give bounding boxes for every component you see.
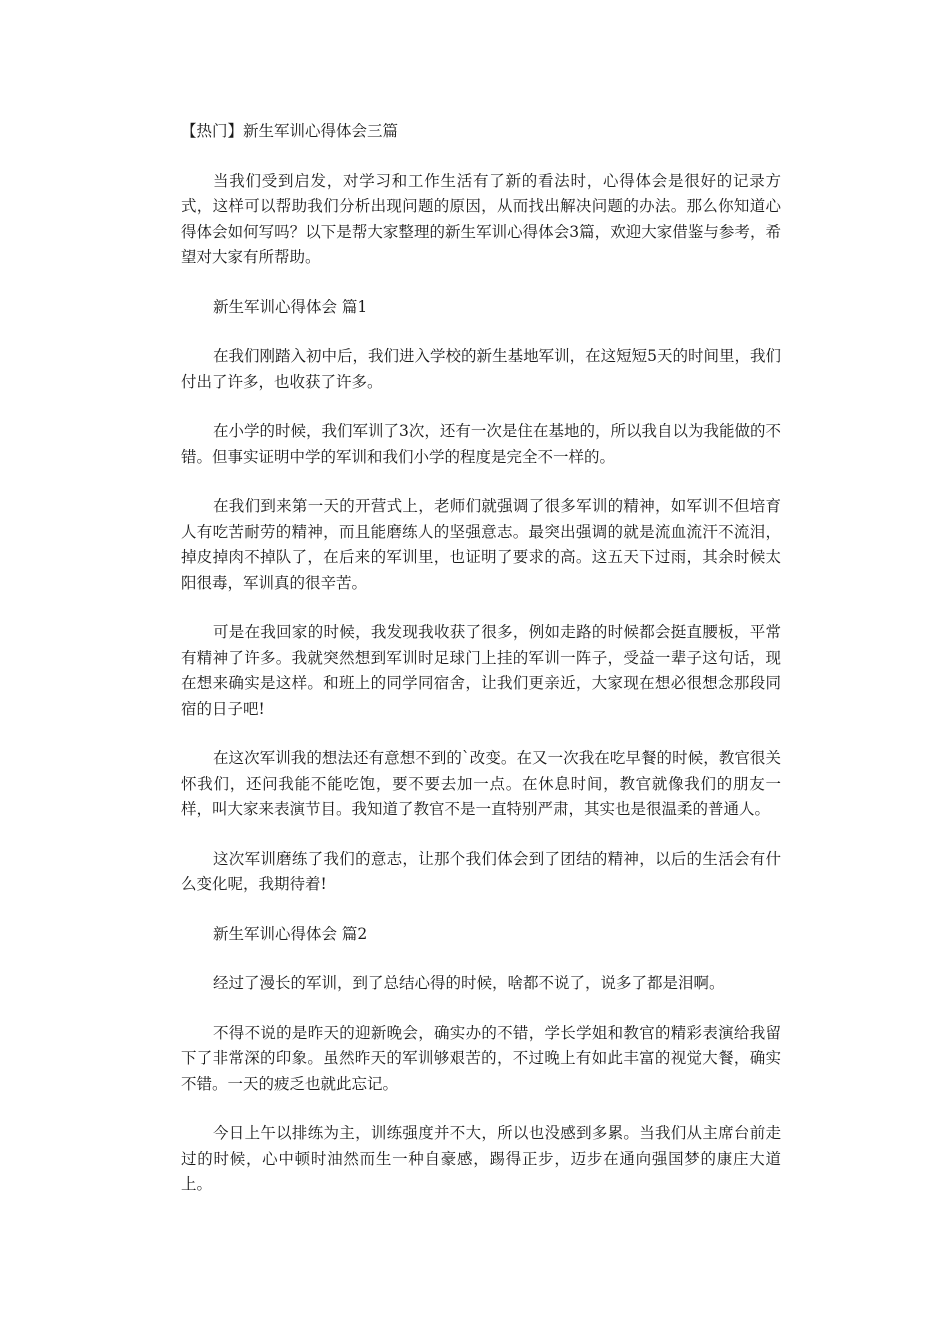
section-1-paragraph-4: 可是在我回家的时候，我发现我收获了很多，例如走路的时候都会挺直腰板，平常有精神了许多。我就突然想到军训时足球门上挂的军训一阵子，受益一辈子这句话，现在想来确实是这样。和班上的同学同宿舍，让我们更亲近，大家现在想必很想念那段同宿的日子吧!	[181, 623, 781, 718]
section-1-heading: 新生军训心得体会 篇1	[213, 297, 368, 316]
section-1-paragraph-1: 在我们刚踏入初中后，我们进入学校的新生基地军训，在这短短5天的时间里，我们付出了许多，也收获了许多。	[181, 347, 781, 391]
document-title: 【热门】新生军训心得体会三篇	[181, 122, 399, 140]
section-2-paragraph-3: 今日上午以排练为主，训练强度并不大，所以也没感到多累。当我们从主席台前走过的时候，心中顿时油然而生一种自豪感，踢得正步，迈步在通向强国梦的康庄大道上。	[181, 1124, 781, 1193]
document-page	[181, 119, 781, 1222]
section-2-paragraph-1: 经过了漫长的军训，到了总结心得的时候，啥都不说了，说多了都是泪啊。	[213, 974, 725, 992]
section-1-paragraph-5: 在这次军训我的想法还有意想不到的`改变。在又一次我在吃早餐的时候，教官很关怀我们，还问我能不能吃饱，要不要去加一点。在休息时间，教官就像我们的朋友一样，叫大家来表演节目。我知道了教官不是一直特别严肃，其实也是很温柔的普通人。	[181, 749, 781, 818]
section-1-paragraph-2: 在小学的时候，我们军训了3次，还有一次是住在基地的，所以我自以为我能做的不错。但事实证明中学的军训和我们小学的程度是完全不一样的。	[181, 422, 781, 466]
section-1-paragraph-3: 在我们到来第一天的开营式上，老师们就强调了很多军训的精神，如军训不但培育人有吃苦耐劳的精神，而且能磨练人的坚强意志。最突出强调的就是流血流汗不流泪，掉皮掉肉不掉队了，在后来的军训里，也证明了要求的高。这五天下过雨，其余时候太阳很毒，军训真的很辛苦。	[181, 497, 781, 592]
intro-paragraph: 当我们受到启发，对学习和工作生活有了新的看法时，心得体会是很好的记录方式，这样可以帮助我们分析出现问题的原因，从而找出解决问题的办法。那么你知道心得体会如何写吗？以下是帮大家整理的新生军训心得体会3篇，欢迎大家借鉴与参考，希望对大家有所帮助。	[181, 171, 781, 266]
section-2-heading: 新生军训心得体会 篇2	[213, 924, 368, 943]
section-2-paragraph-2: 不得不说的是昨天的迎新晚会，确实办的不错，学长学姐和教官的精彩表演给我留下了非常深的印象。虽然昨天的军训够艰苦的，不过晚上有如此丰富的视觉大餐，确实不错。一天的疲乏也就此忘记。	[181, 1023, 781, 1093]
section-1-paragraph-6: 这次军训磨练了我们的意志，让那个我们体会到了团结的精神，以后的生活会有什么变化呢，我期待着!	[181, 849, 781, 893]
